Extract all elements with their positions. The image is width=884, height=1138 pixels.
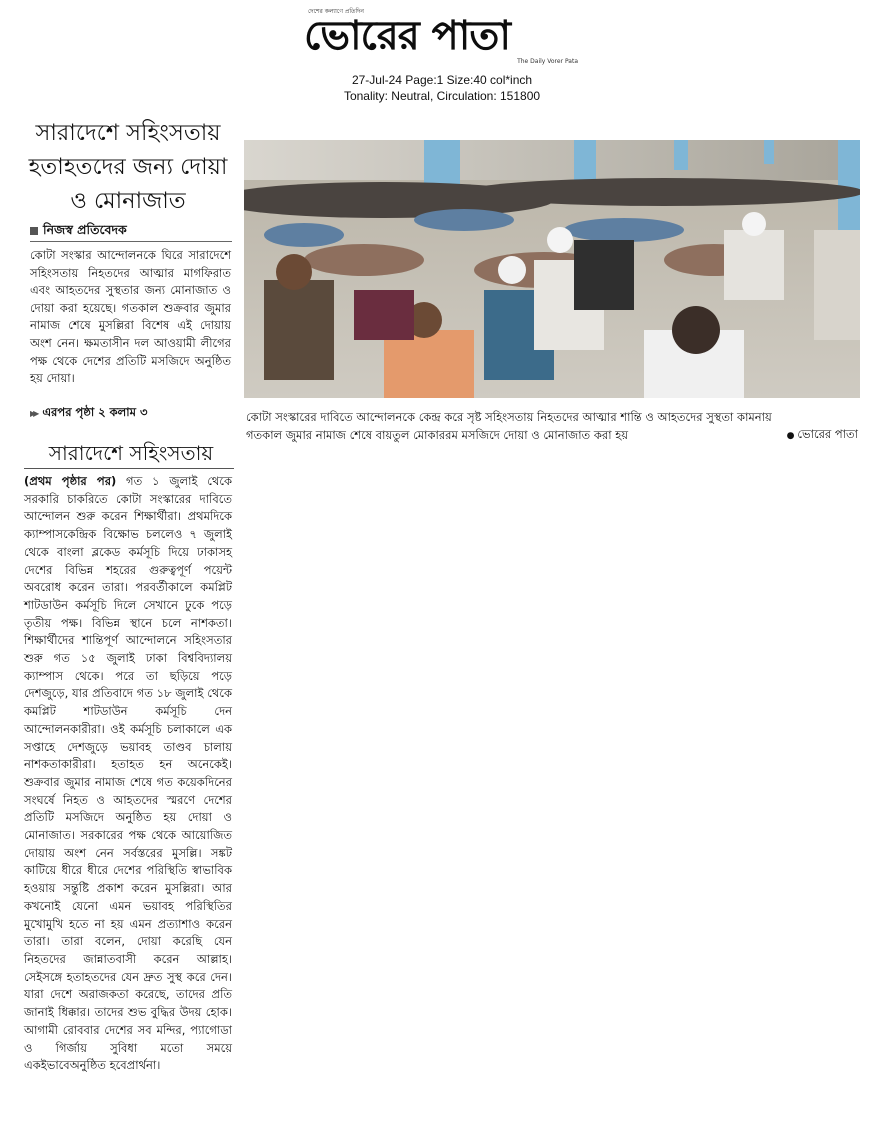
photo-caption (246, 408, 860, 444)
clipping-meta-tonality: Tonality: Neutral, Circulation: 151800 (343, 89, 541, 103)
article-headline: সারাদেশে সহিংসতায় হতাহতদের জন্য দোয়া ও মোনাজাত (28, 120, 228, 214)
masthead-english-name: The Daily Vorer Pata (517, 58, 578, 65)
continued-on-page: ▶▶ এরপর পৃষ্ঠা ২ কলাম ৩ (30, 404, 147, 423)
photo-caption-line-1: কোটা সংস্কারের দাবিতে আন্দোলনকে কেন্দ্র করে সৃষ্ট সহিংসতায় নিহতদের আত্মার শান্তি ও আহতদের সুস্থতা কামনায় (246, 410, 772, 424)
masthead (300, 6, 580, 68)
photo-caption-line-2: গতকাল জুমার নামাজ শেষে বায়তুল মোকাররম মসজিদে দোয়া ও মোনাজাত করা হয় (246, 428, 629, 442)
byline-divider (30, 241, 232, 242)
continuation-headline: সারাদেশে সহিংসতায় (48, 441, 214, 465)
continuation-text: গত ১ জুলাই থেকে সরকারি চাকরিতে কোটা সংস্কারের দাবিতে আন্দোলন শুরু করেন শিক্ষার্থীরা। প্রথমদিকে ক্যাম্পাসকেন্দ্রিক বিক্ষোভ চললেও ৭ জুলাই থেকে বাংলা ব্লকেড কর্মসূচি দিয়ে ঢাকাসহ দেশের বিভিন্ন শহরের গুরুত্বপূর্ণ পয়েন্ট অবরোধ করেন তারা। পরবর্তীকালে কমপ্লিট শাটডাউন কর্মসূচি দিলে সেখানে ঢুকে পড়ে তৃতীয় পক্ষ। বিভিন্ন স্থানে চলে নাশকতা। শিক্ষার্থীদের শান্তিপূর্ণ আন্দোলনে সহিংসতার শুরু গত ১৫ জুলাই ঢাকা বিশ্ববিদ্যালয় ক্যাম্পাস থেকে। পরে তা ছড়িয়ে পড়ে দেশজুড়ে, যার প্রতিবাদে গত ১৮ জুলাই থেকে কমপ্লিট শাটডাউন কর্মসূচি দেন আন্দোলনকারীরা। ওই কর্মসূচি চলাকালে এক সপ্তাহে দেশজুড়ে ভয়াবহ তাণ্ডব চালায় নাশকতাকারীরা। হতাহত হন অনেকেই। শুক্রবার জুমার নামাজ শেষে গত কয়েকদিনের সংঘর্ষে নিহত ও আহতদের স্মরণে দেশের প্রতিটি মসজিদে অনুষ্ঠিত হয় দোয়া ও মোনাজাত। সরকারের পক্ষ থেকে আয়োজিত দোয়ায় অংশ নেন সর্বস্তরের মুসল্লি। সঙ্কট কাটিয়ে ধীরে ধীরে দেশের পরিস্থিতি স্বাভাবিক হওয়ায় সন্তুষ্টি প্রকাশ করেন মুসল্লিরা। আর কখনোই যেনো এমন ভয়াবহ পরিস্থিতির মুখোমুখি হতে না হয় এমন প্রত্যাশাও করেন তারা। তারা বলেন, দোয়া করেছি যেন নিহতদের জান্নাতবাসী করেন আল্লাহ। সেইসঙ্গে হতাহতদের যেন দ্রুত সুস্থ করে দেন। যারা দেশে অরাজকতা করেছে, তাদের প্রতি জানাই ধিক্কার। তাদের শুভ বুদ্ধির উদয় হোক। আগামী রোববার দেশের সব মন্দির, প্যাগোডা ও গির্জায় সুবিধা মতো সময়ে একইভাবেঅনুষ্ঠিত হবেপ্রার্থনা। (24, 474, 232, 1073)
continuation-label: (প্রথম পৃষ্ঠার পর) (24, 474, 117, 488)
photo-credit: ● ভোরের পাতা (787, 426, 858, 445)
article-byline: নিজস্ব প্রতিবেদক (30, 222, 127, 242)
continuation-divider (24, 468, 234, 469)
mosque-prayer-illustration (244, 140, 860, 398)
masthead-tagline: দেশের কল্যাণে প্রতিদিন (308, 8, 364, 15)
continuation-body (24, 473, 232, 1075)
article-lead-body: কোটা সংস্কার আন্দোলনকে ঘিরে সারাদেশে সহিংসতায় নিহতদের আত্মার মাগফিরাত এবং আহতদের সুস্থতার জন্য মোনাজাত ও দোয়া করা হয়েছে। গতকাল শুক্রবার জুমার নামাজ শেষে মুসল্লিরা বিশেষ এই দোয়ায় অংশ নেন। ক্ষমতাসীন দল আওয়ামী লীগের পক্ষ থেকে দেশের প্রতিটি মসজিদে অনুষ্ঠিত হয় দোয়া। (30, 248, 231, 386)
newspaper-logo: ভোরের পাতা (304, 13, 511, 59)
news-photo-prayer (244, 140, 860, 398)
clipping-meta-date-size: 27-Jul-24 Page:1 Size:40 col*inch (351, 73, 533, 87)
